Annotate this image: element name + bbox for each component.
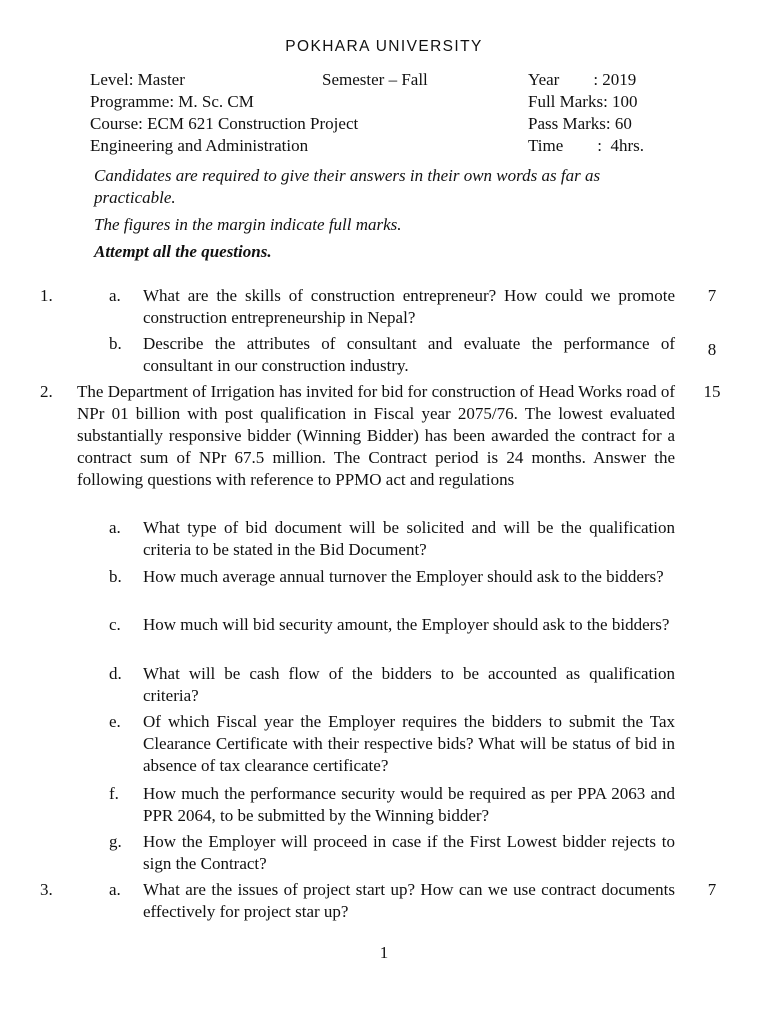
university-title: POKHARA UNIVERSITY: [285, 38, 483, 55]
sub-question-label: a.: [109, 518, 121, 537]
pass-marks-label: Pass Marks: 60: [528, 114, 632, 133]
marks-value: 7: [707, 880, 717, 899]
sub-question-text: Describe the attributes of consultant and evaluate the performance of consultant in our construction industry.: [143, 334, 675, 375]
page-number: 1: [379, 943, 389, 962]
instruction-own-words: Candidates are required to give their answers in their own words as far as practicable.: [94, 166, 601, 207]
course-label-continued: Engineering and Administration: [90, 136, 309, 155]
year-label: Year : 2019: [528, 70, 637, 89]
sub-question-label: d.: [109, 664, 122, 683]
marks-value: 15: [703, 382, 721, 401]
course-label: Course: ECM 621 Construction Project: [90, 114, 359, 133]
sub-question-text: What are the skills of construction entrepreneur? How could we promote construction entrepreneurship in Nepal?: [143, 286, 675, 327]
sub-question-label: c.: [109, 615, 121, 634]
full-marks-label: Full Marks: 100: [528, 92, 638, 111]
marks-value: 8: [707, 340, 717, 359]
programme-label: Programme: M. Sc. CM: [90, 92, 254, 111]
sub-question-text: What will be cash flow of the bidders to be accounted as qualification criteria?: [143, 664, 675, 705]
sub-question-text: What are the issues of project start up? How can we use contract documents effectively for project star up?: [143, 880, 675, 921]
semester-label: Semester – Fall: [322, 70, 428, 89]
question-number: 2.: [40, 382, 53, 401]
question-intro: The Department of Irrigation has invited for bid for construction of Head Works road of NPr 01 billion with post qualification in Fiscal year 2075/76. The lowest evaluated substantially responsive bidder (Winning Bidder) has been awarded the contract for a contract sum of NPr 67.5 million. The Contract period is 24 months. Answer the following questions with reference to PPMO act and regulations: [77, 382, 675, 489]
sub-question-label: a.: [109, 286, 121, 305]
exam-header: [90, 69, 690, 157]
sub-question-text: How much the performance security would be required as per PPA 2063 and PPR 2064, to be submitted by the Winning bidder?: [143, 784, 675, 825]
sub-question-text: How much average annual turnover the Employer should ask to the bidders?: [143, 567, 664, 586]
sub-question-label: a.: [109, 880, 121, 899]
instruction-attempt-all: Attempt all the questions.: [94, 242, 272, 261]
sub-question-label: f.: [109, 784, 119, 803]
marks-value: 7: [707, 286, 717, 305]
instruction-margin-marks: The figures in the margin indicate full marks.: [94, 215, 402, 234]
sub-question-label: g.: [109, 832, 122, 851]
sub-question-label: b.: [109, 567, 122, 586]
sub-question-text: What type of bid document will be solicited and will be the qualification criteria to be stated in the Bid Document?: [143, 518, 675, 559]
sub-question-text: How the Employer will proceed in case if the First Lowest bidder rejects to sign the Contract?: [143, 832, 675, 873]
sub-question-text: How much will bid security amount, the Employer should ask to the bidders?: [143, 615, 670, 634]
sub-question-text: Of which Fiscal year the Employer requires the bidders to submit the Tax Clearance Certificate with their respective bids? What will be status of bid in absence of tax clearance certificate?: [143, 712, 675, 775]
question-number: 3.: [40, 880, 53, 899]
level-label: Level: Master: [90, 70, 185, 89]
question-number: 1.: [40, 286, 53, 305]
sub-question-label: e.: [109, 712, 121, 731]
sub-question-label: b.: [109, 334, 122, 353]
time-label: Time : 4hrs.: [528, 136, 645, 155]
